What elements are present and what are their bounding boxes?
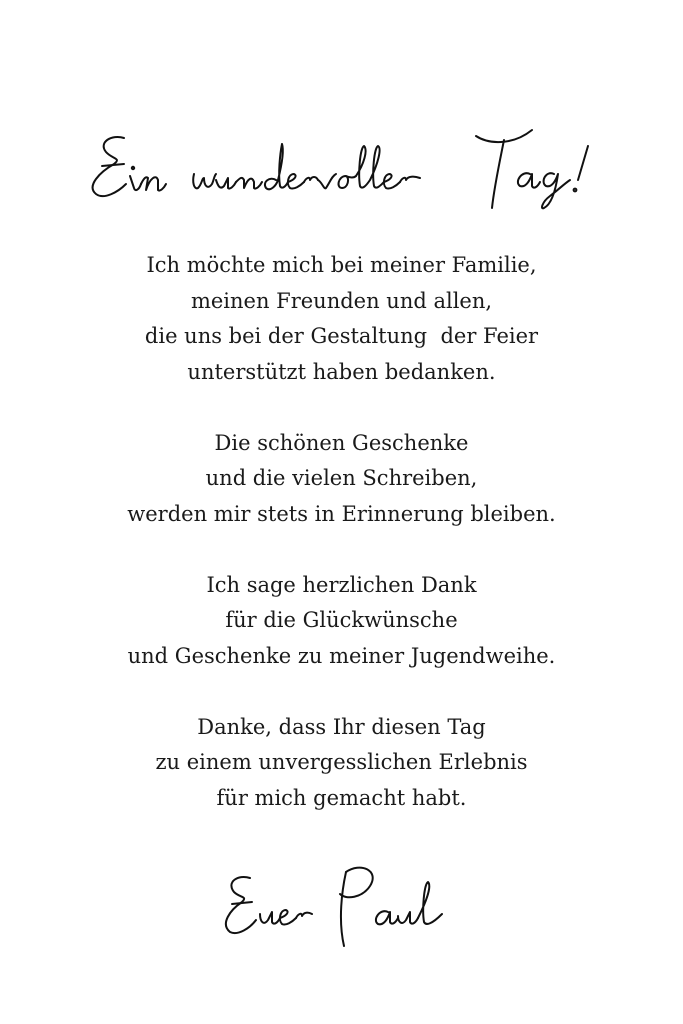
signature-script-graphic xyxy=(220,860,470,960)
handwritten-signature xyxy=(220,860,470,960)
handwritten-heading xyxy=(84,124,604,224)
message-line: unterstützt haben bedanken. xyxy=(187,359,496,384)
message-line: Ich möchte mich bei meiner Familie, xyxy=(146,253,537,277)
message-line: Danke, dass Ihr diesen Tag xyxy=(197,714,486,739)
message-line: für die Glückwünsche xyxy=(225,608,458,632)
message-paragraph xyxy=(0,248,683,390)
message-line: für mich gemacht habt. xyxy=(216,785,467,810)
message-paragraph xyxy=(0,568,683,675)
message-line: meinen Freunden und allen, xyxy=(190,288,493,313)
heading-script-graphic xyxy=(84,124,604,224)
message-line: Die schönen Geschenke xyxy=(214,430,469,455)
message-line: die uns bei der Gestaltung der Feier xyxy=(144,324,539,348)
message-line: werden mir stets in Erinnerung bleiben. xyxy=(127,501,556,526)
message-paragraph xyxy=(0,710,683,817)
message-body xyxy=(0,248,683,852)
message-line: Ich sage herzlichen Dank xyxy=(206,572,477,597)
message-line: zu einem unvergesslichen Erlebnis xyxy=(155,750,528,774)
message-line: und die vielen Schreiben, xyxy=(205,466,478,490)
message-line: und Geschenke zu meiner Jugendweihe. xyxy=(127,643,556,668)
message-paragraph xyxy=(0,426,683,533)
